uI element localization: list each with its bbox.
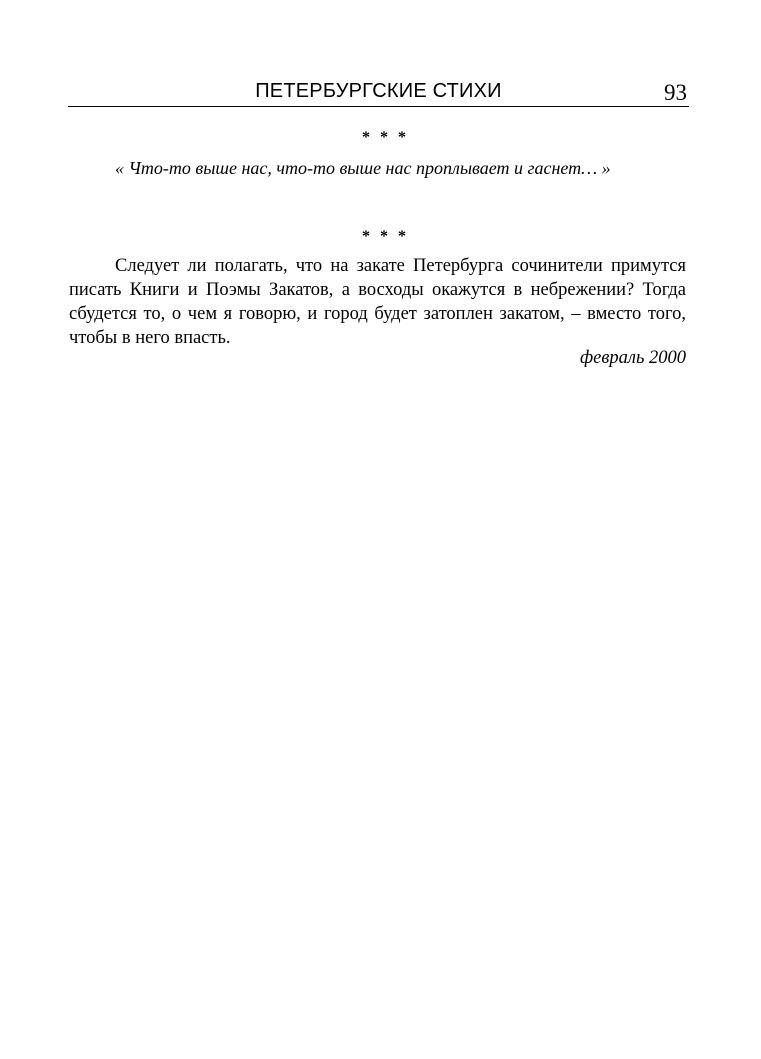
date-signature: февраль 2000 (580, 348, 686, 368)
section-separator: * * * (362, 129, 409, 146)
section-separator: * * * (362, 228, 409, 245)
epigraph-quote: « Что-то выше нас, что-то выше нас проплывает и гаснет… » (115, 158, 611, 178)
prose-paragraph: Следует ли полагать, что на закате Петербурга сочинители примутся писать Книги и Поэмы Закатов, а восходы окажутся в небрежении? Тогда сбудется то, о чем я говорю, и город будет затоплен закатом, – вместо того, чтобы в него впасть. (69, 256, 686, 348)
running-title: ПЕТЕРБУРГСКИЕ СТИХИ (255, 80, 502, 102)
running-header (68, 78, 689, 107)
page-number: 93 (664, 80, 687, 105)
